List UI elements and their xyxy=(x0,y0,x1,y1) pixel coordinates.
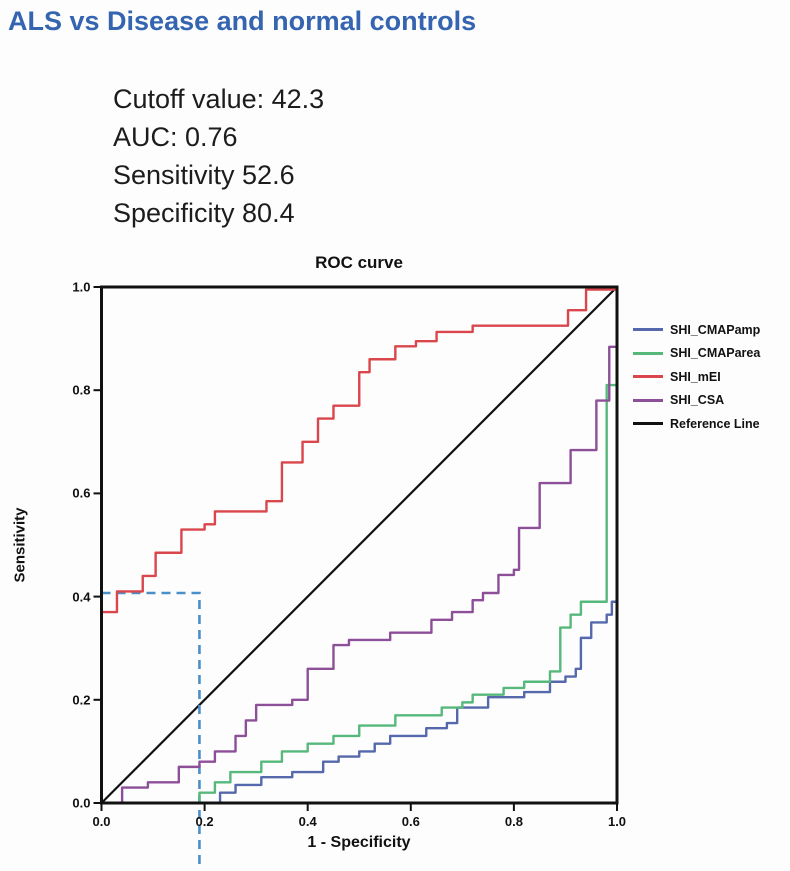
x-axis-label: 1 - Specificity xyxy=(307,834,411,851)
x-tick-label: 1.0 xyxy=(607,814,627,829)
legend-item-SHI_CSA xyxy=(633,389,760,413)
legend-line-swatch xyxy=(633,399,663,402)
x-tick-label: 0.2 xyxy=(195,814,214,829)
stat-specificity: Specificity 80.4 xyxy=(113,198,295,228)
x-tick-label: 0.0 xyxy=(92,814,111,829)
legend-line-swatch xyxy=(633,328,663,331)
x-tick-label: 0.4 xyxy=(298,814,317,829)
y-tick-label: 1.0 xyxy=(72,279,91,295)
y-axis-label: Sensitivity xyxy=(11,507,29,583)
legend-label: SHI_mEI xyxy=(670,369,721,384)
legend-label: SHI_CMAParea xyxy=(670,346,761,361)
stat-cutoff-value: Cutoff value: 42.3 xyxy=(113,84,325,114)
y-tick-label: 0.4 xyxy=(72,589,91,605)
legend-item-SHI_CMAPamp xyxy=(633,318,760,342)
stats-block xyxy=(113,80,324,232)
legend-label: SHI_CSA xyxy=(670,393,725,408)
y-tick-label: 0.2 xyxy=(72,692,91,708)
x-tick-label: 0.8 xyxy=(504,814,523,829)
y-tick-label: 0.0 xyxy=(72,795,91,811)
legend-line-swatch xyxy=(633,352,663,355)
y-tick-label: 0.6 xyxy=(72,485,91,501)
page-title: ALS vs Disease and normal controls xyxy=(8,6,477,36)
legend-item-SHI_CMAParea xyxy=(633,342,760,366)
stat-auc: AUC: 0.76 xyxy=(113,122,238,152)
x-tick-label: 0.6 xyxy=(401,814,420,829)
chart-title: ROC curve xyxy=(315,253,403,272)
y-tick-label: 0.8 xyxy=(72,382,91,398)
legend-item-SHI_mEI xyxy=(633,365,760,389)
legend-line-swatch xyxy=(633,375,663,378)
legend-label: Reference Line xyxy=(670,416,760,431)
stat-sensitivity: Sensitivity 52.6 xyxy=(113,160,295,190)
chart-legend xyxy=(633,318,760,436)
legend-item-Reference-Line xyxy=(633,412,760,436)
legend-label: SHI_CMAPamp xyxy=(670,322,761,337)
legend-line-swatch xyxy=(633,422,663,425)
